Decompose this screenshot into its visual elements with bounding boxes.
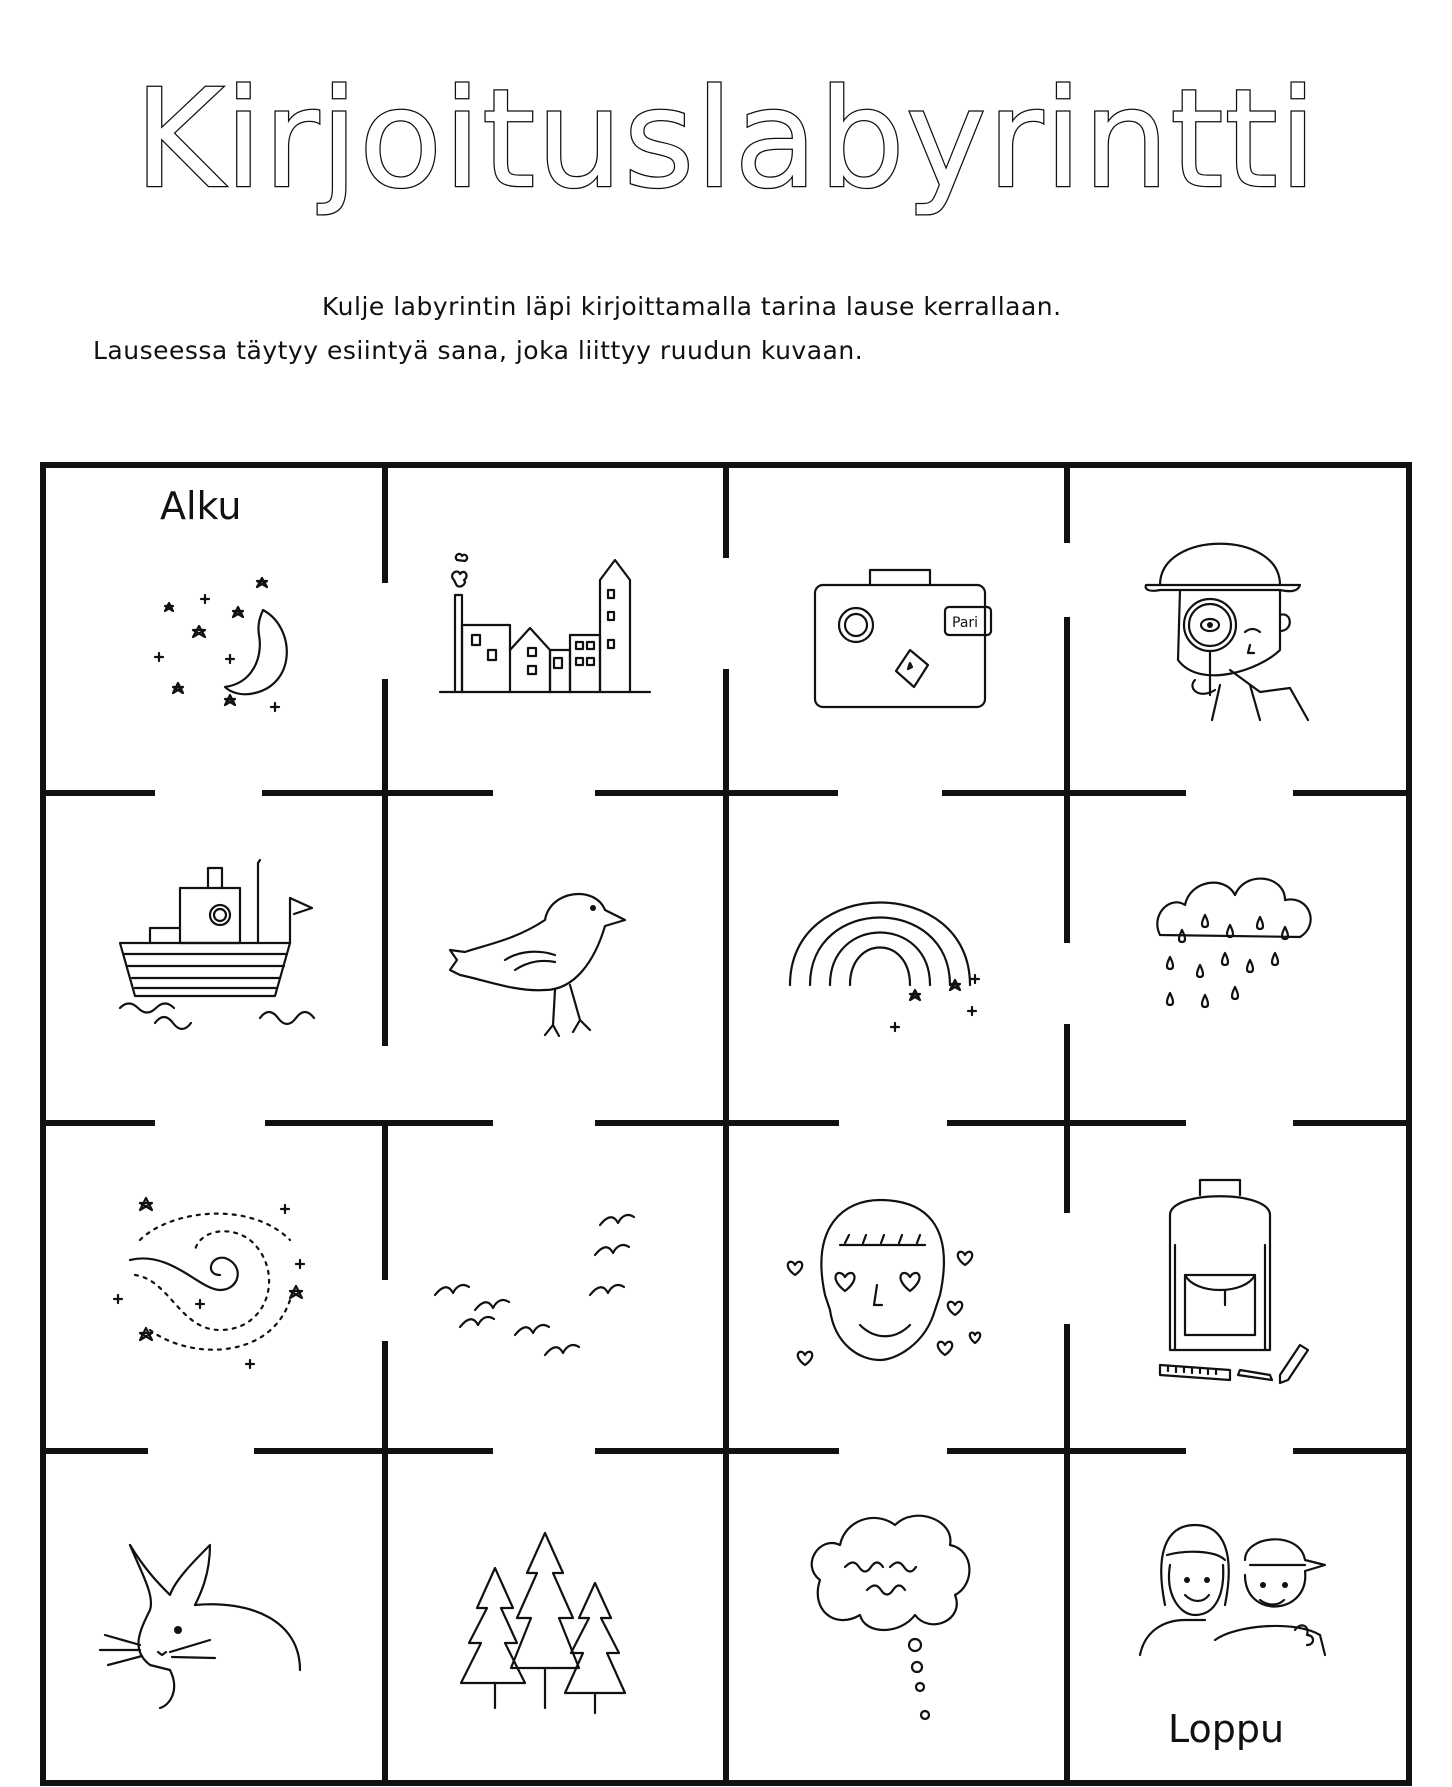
suitcase-sticker-text: Pari <box>952 615 979 631</box>
backpack-icon <box>1140 1175 1320 1390</box>
friends-icon <box>1135 1505 1335 1670</box>
end-label: Loppu <box>1168 1707 1285 1751</box>
thought-cloud-icon <box>805 1505 975 1750</box>
moon-and-stars-icon <box>145 565 305 730</box>
suitcase-icon <box>810 565 990 720</box>
galaxy-icon <box>110 1180 320 1385</box>
start-label: Alku <box>160 484 242 528</box>
bird-icon <box>445 880 665 1055</box>
forest-icon <box>455 1528 635 1723</box>
city-icon <box>440 550 660 705</box>
instruction-line-1: Kulje labyrintin läpi kirjoittamalla tarina lause kerrallaan. <box>322 292 1062 321</box>
rain-cloud-icon <box>1150 865 1320 1030</box>
page-title: Kirjoituslabyrintti <box>134 61 1318 219</box>
ship-icon <box>110 858 330 1063</box>
detective-icon <box>1140 520 1310 725</box>
instruction-line-2: Lauseessa täytyy esiintyä sana, joka liittyy ruudun kuvaan. <box>93 336 864 365</box>
flying-birds-icon <box>435 1215 655 1370</box>
girl-heart-eyes-icon <box>785 1185 985 1390</box>
rabbit-icon <box>100 1540 310 1715</box>
rainbow-icon <box>780 885 990 1040</box>
